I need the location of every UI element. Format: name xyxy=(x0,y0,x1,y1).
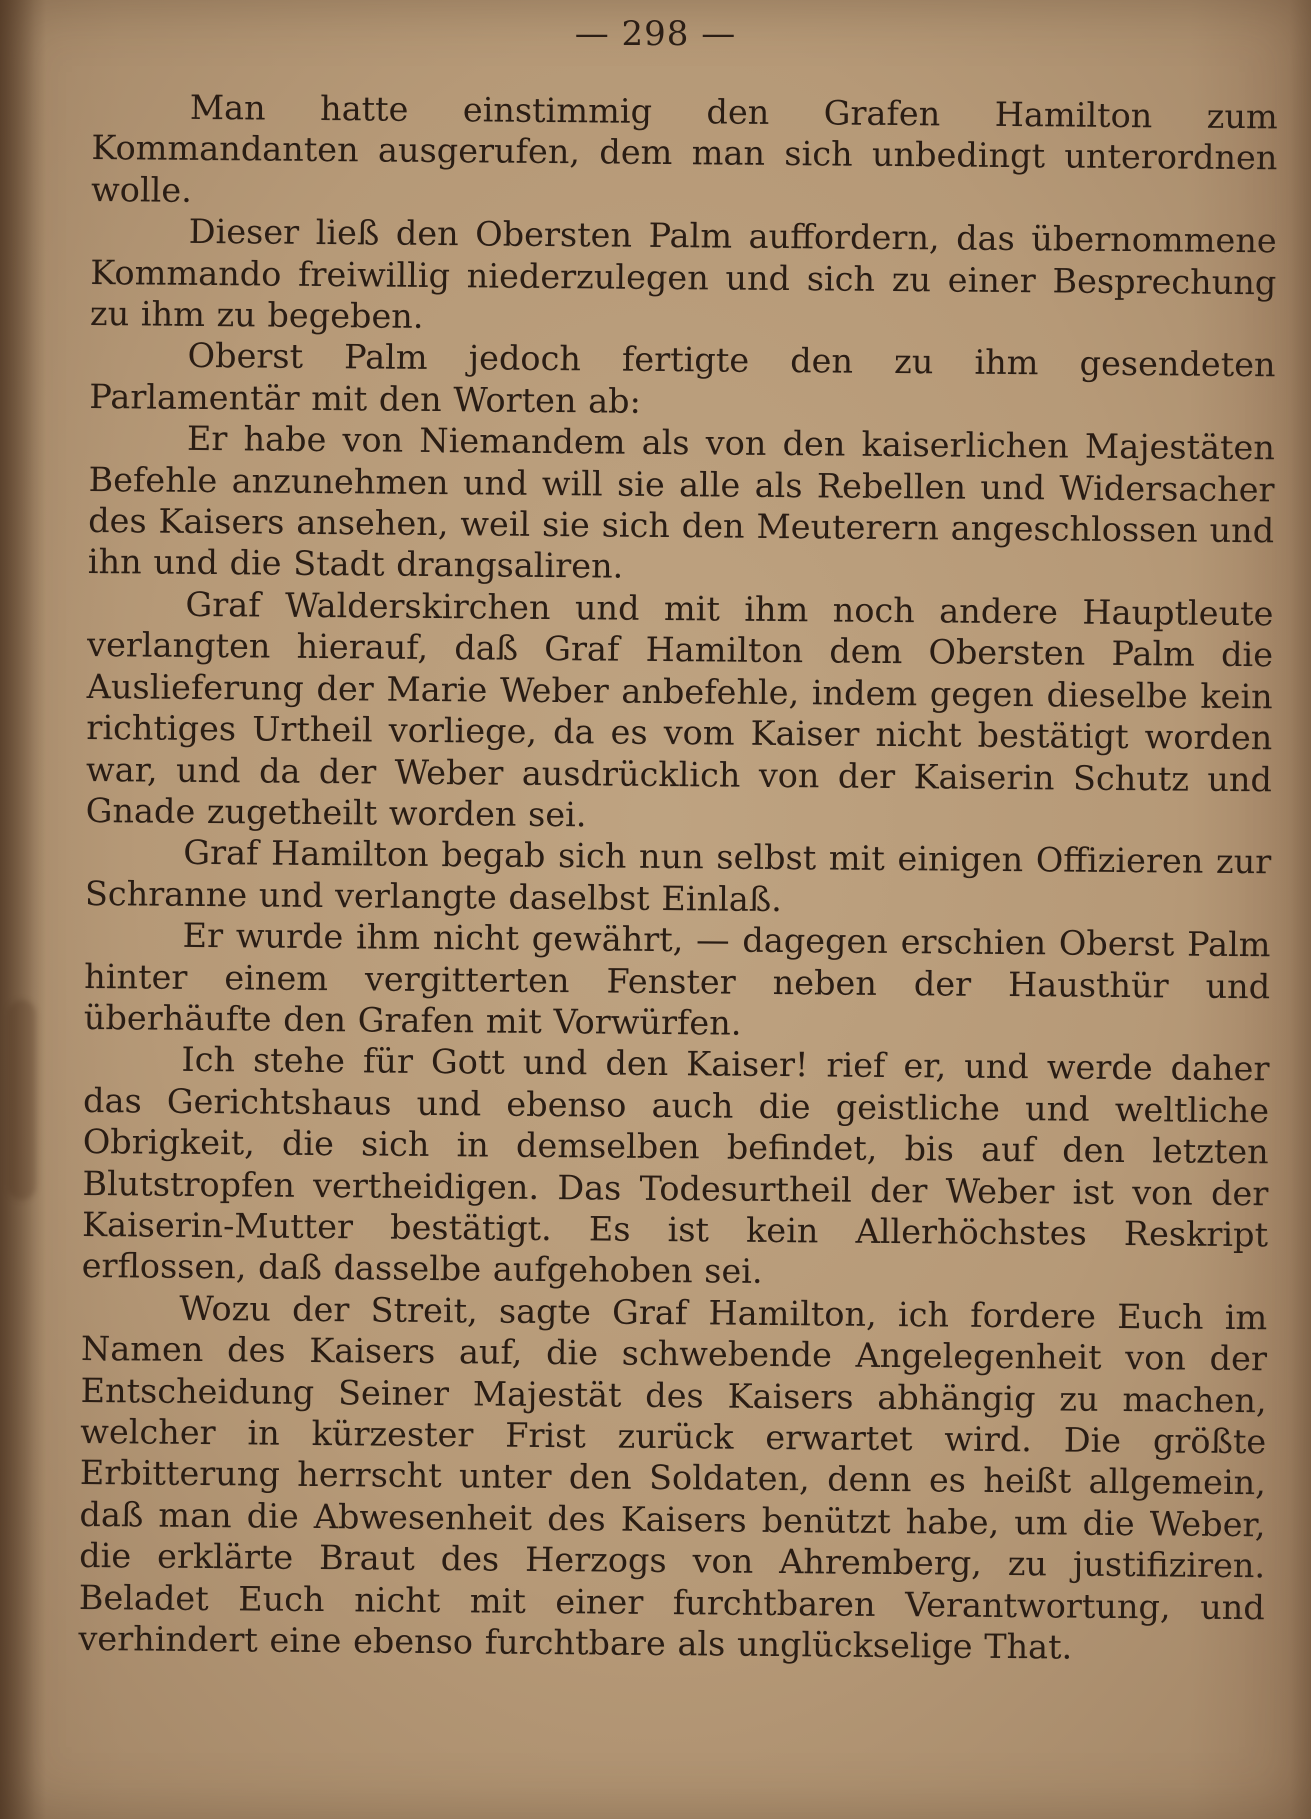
paragraph: Oberst Palm jedoch fertigte den zu ihm gesendeten Parlamentär mit den Worten ab: xyxy=(89,336,1276,421)
paragraph: Er habe von Niemandem als von den kaiserlichen Majestäten Befehle anzunehmen und will sie alle als Rebellen und Widersacher des Kaisers ansehen, weil sie sich den Meuterern angeschlossen und ihn und die Stadt drangsaliren. xyxy=(87,419,1276,587)
spine-shadow xyxy=(0,0,46,1819)
paper-stain xyxy=(8,1000,36,1200)
paragraph: Man hatte einstimmig den Grafen Hamilton zum Kommandanten ausgerufen, dem man sich unbedingt unterordnen wolle. xyxy=(90,87,1278,210)
paragraph: Wozu der Streit, sagte Graf Hamilton, ich fordere Euch im Namen des Kaisers auf, die schwebende Angelegenheit von der Entscheidung Seiner Majestät des Kaisers abhängig zu machen, welcher in kürzester Frist zurück erwartet wird. Die größte Erbitterung herrscht unter den Soldaten, denn es heißt allgemein, daß man die Abwesenheit des Kaisers benützt habe, um die Weber, die erklärte Braut des Herzogs von Ahremberg, zu justifiziren. Beladet Euch nicht mit einer furchtbaren Verantwortung, und verhindert eine ebenso furchtbare als unglückselige That. xyxy=(78,1288,1268,1667)
body-text xyxy=(78,86,1278,1670)
paragraph: Ich stehe für Gott und den Kaiser! rief er, und werde daher das Gerichtshaus und ebenso auch die geistliche und weltliche Obrigkeit, die sich in demselben befindet, bis auf den letzten Blutstropfen vertheidigen. Das Todesurtheil der Weber ist von der Kaiserin-Mutter bestätigt. Es ist kein Allerhöchstes Reskript erflossen, daß dasselbe aufgehoben sei. xyxy=(81,1040,1270,1292)
paragraph: Graf Walderskirchen und mit ihm noch andere Hauptleute verlangten hierauf, daß Graf Hamilton dem Obersten Palm die Auslieferung der Marie Weber anbefehle, indem gegen dieselbe kein richtiges Urtheil vorliege, da es vom Kaiser nicht bestätigt worden war, und da der Weber ausdrücklich von der Kaiserin Schutz und Gnade zugetheilt worden sei. xyxy=(85,584,1274,835)
paragraph: Dieser ließ den Obersten Palm auffordern, das übernommene Kommando freiwillig niederzulegen und sich zu einer Besprechung zu ihm zu begeben. xyxy=(89,212,1277,336)
paragraph: Graf Hamilton begab sich nun selbst mit einigen Offizieren zur Schranne und verlangte daselbst Einlaß. xyxy=(84,833,1272,919)
page-number: — 298 — xyxy=(574,14,737,54)
paragraph: Er wurde ihm nicht gewährt, — dagegen erschien Oberst Palm hinter einem vergitterten Fenster neben der Hausthür und überhäufte den Grafen mit Vorwürfen. xyxy=(83,915,1271,1043)
